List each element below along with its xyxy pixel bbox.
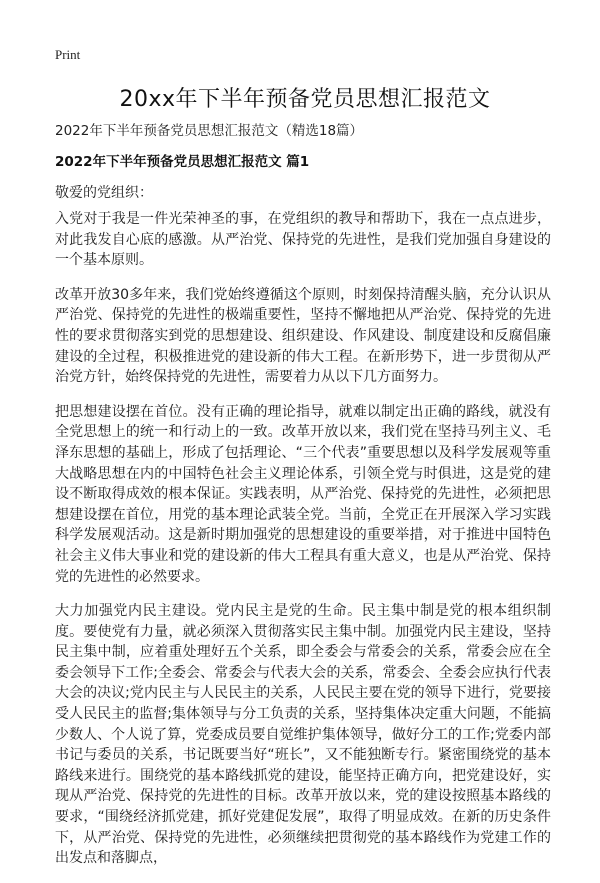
document-title: 20xx年下半年预备党员思想汇报范文 [119,87,491,112]
print-label[interactable]: Print [55,47,81,62]
paragraph: 大力加强党内民主建设。党内民主是党的生命。民主集中制是党的根本组织制度。要使党有力量，就必须深入贯彻落实民主集中制。加强党内民主建设，坚持民主集中制，应着重处理好五个关系，即全委会与常委会的关系，常委会应在全委会领导下工作;全委会、常委会与代表大会的关系，常委会、全委会应执行代表大会的决议;党内民主与人民民主的关系，人民民主要在党的领导下进行，党要接受人民民主的监督;集体领导与分工负责的关系，坚持集体决定重大问题，不能搞少数人、个人说了算，党委成员要自觉维护集体领导，做好分工的工作;党委内部书记与委员的关系，书记既要当好“班长”，又不能独断专行。紧密围绕党的基本路线来进行。围绕党的基本路线抓党的建设，能坚持正确方向，把党建设好，实现从严治党、保持党的先进性的目标。改革开放以来，党的建设按照基本路线的要求，“围绕经济抓党建，抓好党建促发展”，取得了明显成效。在新的历史条件下，从严治党、保持党的先进性，必须继续把贯彻党的基本路线作为党建工作的出发点和落脚点， [55,603,551,867]
salutation: 敬爱的党组织： [55,185,153,201]
body-text [55,209,551,883]
paragraph: 把思想建设摆在首位。没有正确的理论指导，就难以制定出正确的路线，就没有全党思想上的统一和行动上的一致。改革开放以来，我们党在坚持马列主义、毛泽东思想的基础上，形成了包括理论、“三个代表”重要思想以及科学发展观等重大战略思想在内的中国特色社会主义理论体系，引领全党与时俱进，这是党的建设不断取得成效的根本保证。实践表明，从严治党、保持党的先进性，必须把思想建设摆在首位，用党的基本理论武装全党。当前，全党正在开展深入学习实践科学发展观活动。这是新时期加强党的思想建设的重要举措，对于推进中国特色社会主义伟大事业和党的建设新的伟大工程具有重大意义，也是从严治党、保持党的先进性的必然要求。 [55,403,551,585]
paragraph: 入党对于我是一件光荣神圣的事，在党组织的教导和帮助下，我在一点点进步，对此我发自心底的感激。从严治党、保持党的先进性，是我们党加强自身建设的一个基本原则。 [55,211,551,269]
document-subtitle: 2022年下半年预备党员思想汇报范文（精选18篇） [55,123,364,139]
paragraph: 改革开放30多年来，我们党始终遵循这个原则，时刻保持清醒头脑，充分认识从严治党、保持党的先进性的极端重要性，坚持不懈地把从严治党、保持党的先进性的要求贯彻落实到党的思想建设、组织建设、作风建设、制度建设和反腐倡廉建设的全过程，积极推进党的建设新的伟大工程。在新形势下，进一步贯彻从严治党方针，始终保持党的先进性，需要着力从以下几方面努力。 [55,286,551,386]
section-heading: 2022年下半年预备党员思想汇报范文 篇1 [55,154,310,170]
